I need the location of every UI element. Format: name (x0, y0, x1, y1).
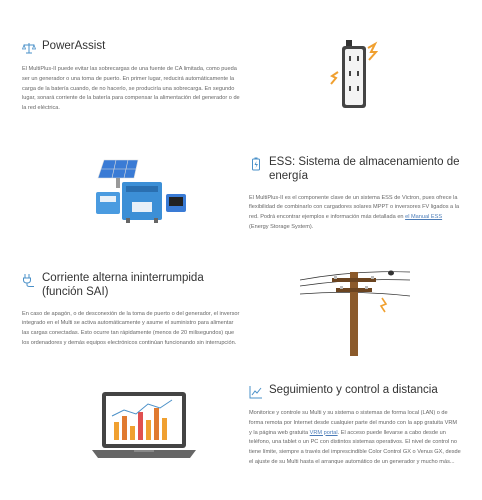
power-strip-illustration (330, 38, 378, 110)
section-ess (249, 156, 461, 233)
section-description: El MultiPlus-II puede evitar las sobrecargas de una fuente de CA limitada, como pueda ser un generador o una toma de puerto. En primer lugar, reducirá automáticamente la carga de la batería cuando, de no hacerlo, se produciría una sobrecarga. En segundo lugar, sonará corriente de la batería para compensar la alimentación del generador o de la red eléctrica. (22, 66, 240, 112)
description-text: El MultiPlus-II es el componente clave de un sistema ESS de Victron, pues ofrece la flexibilidad de combinarlo con cargadores solares MPPT o inversores FV ligados a la red. Podrá encontrar ejemplos e información más detallada en (249, 194, 460, 221)
section-title-row (249, 156, 461, 184)
section-remote-monitoring (249, 384, 461, 468)
section-powerassist (22, 40, 242, 114)
vrm-portal-link[interactable]: VRM portal (309, 429, 338, 436)
laptop-illustration (92, 390, 196, 466)
section-title-row (22, 272, 242, 300)
section-description (249, 194, 461, 233)
section-description: En caso de apagón, o de desconexión de la toma de puerto o del generador, el inversor integrado en el Multi se activa automáticamente y asume el suministro para alimentar las cargas conectadas. Esto ocurre tan rápidamente (menos de 20 milisegundos) que los ordenadores y demás equipos electrónicos continúan funcionando sin interrupción. (22, 310, 240, 346)
description-text: (Energy Storage System). (249, 223, 314, 230)
line-chart-icon (249, 385, 263, 399)
section-description (249, 409, 461, 468)
section-title-row (22, 40, 242, 55)
ess-manual-link[interactable]: el Manual ESS (405, 214, 443, 221)
section-ups (22, 272, 242, 349)
section-title: Seguimiento y control a distancia (269, 384, 438, 396)
scale-balance-icon (22, 41, 36, 55)
solar-system-illustration (92, 158, 192, 224)
power-plug-icon (22, 273, 36, 287)
section-title: ESS: Sistema de almacenamiento de energía (269, 156, 460, 182)
description-text: Monitorice y controle su Multi y su sistema o sistemas de forma local (LAN) o de forma remota por Internet desde cualquier parte del mundo con la app gratuita VRM y la página web gratuita (249, 410, 458, 436)
section-title: Corriente alterna ininterrumpida (función SAI) (42, 272, 204, 298)
section-title: PowerAssist (42, 40, 106, 52)
description-text: . El acceso puede llevarse a cabo desde un teléfono, una tablet o un PC con distintos sistemas operativos. El nivel de control no tiene límite, siempre a través del imprescindible Color Control GX o Venus GX, desde el ajuste de su Multi hasta el arranque automático de un generador y mucho más... (249, 429, 461, 465)
utility-pole-illustration (300, 268, 410, 356)
battery-charging-icon (249, 157, 263, 171)
section-title-row (249, 384, 461, 399)
